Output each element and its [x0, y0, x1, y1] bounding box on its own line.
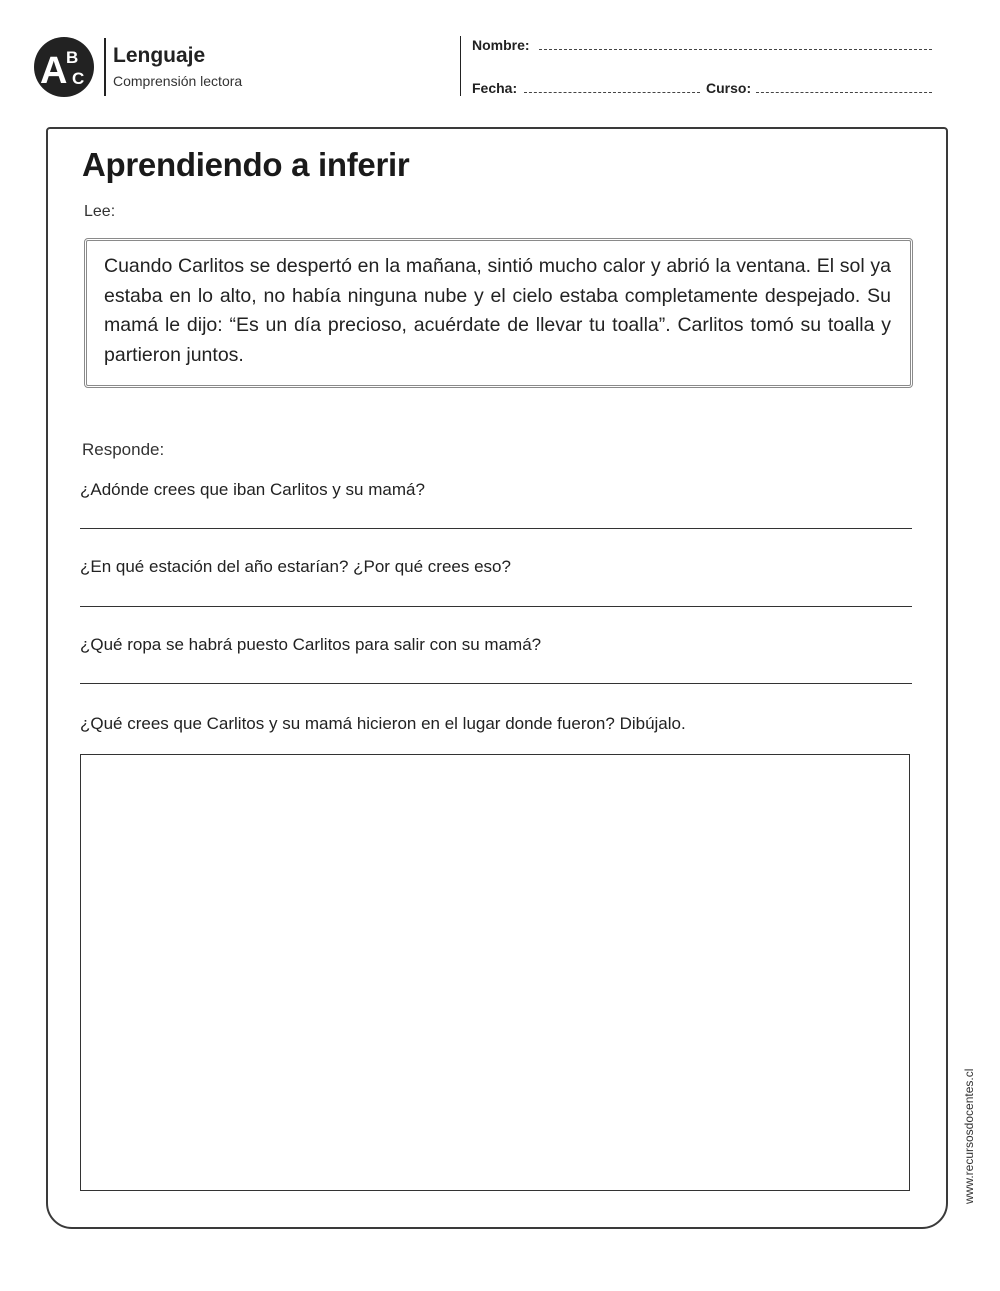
- course-label: Curso:: [706, 80, 752, 96]
- name-field[interactable]: [539, 49, 932, 50]
- question-2: ¿En qué estación del año estarían? ¿Por qué crees eso?: [80, 557, 511, 576]
- abc-logo-icon: [33, 36, 95, 98]
- fields-divider: [460, 36, 461, 96]
- logo-letter-c: C: [72, 69, 85, 88]
- name-label: Nombre:: [472, 37, 530, 53]
- course-field[interactable]: [756, 92, 932, 93]
- worksheet-title: Aprendiendo a inferir: [82, 146, 410, 183]
- date-field[interactable]: [524, 92, 700, 93]
- question-1: ¿Adónde crees que iban Carlitos y su mamá?: [80, 480, 425, 499]
- website-credit: www.recursosdocentes.cl: [962, 1068, 976, 1204]
- reading-passage: Cuando Carlitos se despertó en la mañana, sintió mucho calor y abrió la ventana. El sol ya estaba en lo alto, no había ninguna nube y el cielo estaba completamente despejado. Su mamá le dijo: “Es un día precioso, acuérdate de llevar tu toalla”. Carlitos tomó su toalla y partieron juntos.: [104, 255, 891, 366]
- logo-letter-b: B: [66, 48, 79, 67]
- date-label: Fecha:: [472, 80, 518, 96]
- answer-line-1[interactable]: [80, 528, 912, 529]
- answer-line-3[interactable]: [80, 683, 912, 684]
- question-3: ¿Qué ropa se habrá puesto Carlitos para salir con su mamá?: [80, 635, 542, 654]
- read-label: Lee:: [84, 203, 116, 220]
- subject-title: Lenguaje: [113, 44, 206, 67]
- drawing-area[interactable]: [80, 754, 910, 1191]
- respond-label: Responde:: [82, 440, 165, 459]
- question-4: ¿Qué crees que Carlitos y su mamá hicieron en el lugar donde fueron? Dibújalo.: [80, 714, 686, 733]
- header-divider: [104, 38, 106, 96]
- subject-subtitle: Comprensión lectora: [113, 73, 243, 89]
- answer-line-2[interactable]: [80, 606, 912, 607]
- logo-letter-a: A: [40, 50, 68, 92]
